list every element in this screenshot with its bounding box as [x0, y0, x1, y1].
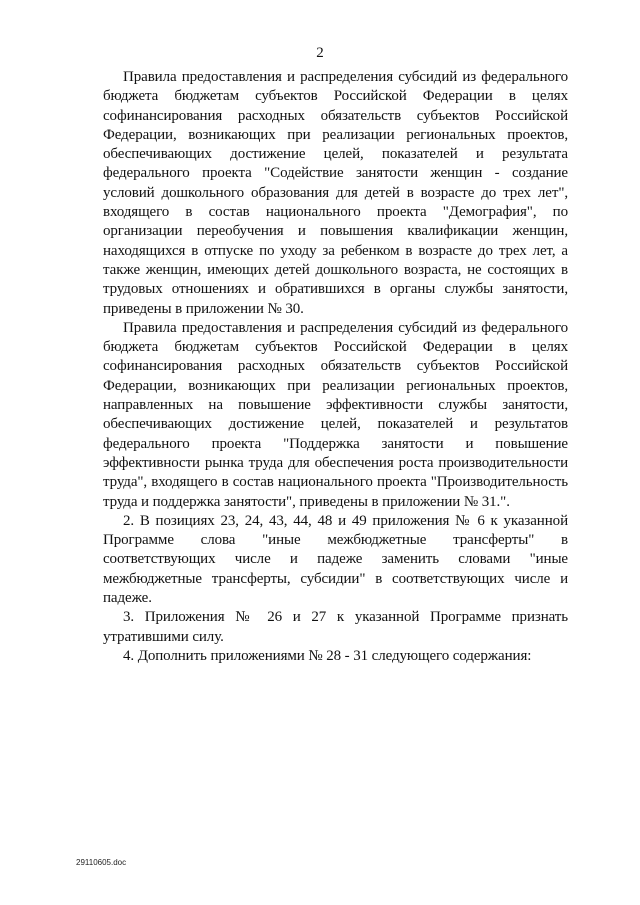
paragraph-item-4: 4. Дополнить приложениями № 28 - 31 следующего содержания: [123, 647, 532, 664]
paragraph-item-2: 2. В позициях 23, 24, 43, 44, 48 и 49 приложения № 6 к указанной Программе слова "иные межбюджетные трансферты" в соответствующих числе и падеже заменить словами "иные межбюджетные трансферты, субсидии" в соответствующих числе и падеже. [103, 512, 568, 607]
page-number: 2 [316, 45, 324, 61]
paragraph-subsidy-rules-women-employment: Правила предоставления и распределения субсидий из федерального бюджета бюджетам субъектов Российской Федерации в целях софинансирования расходных обязательств субъектов Российской Федерации, возникающих при реализации региональных проектов, обеспечивающих достижение целей, показателей и результата федерального проекта "Содействие занятости женщин - создание условий дошкольного образования для детей в возрасте до трех лет", входящего в состав национального проекта "Демография", по организации переобучения и повышения квалификации женщин, находящихся в отпуске по уходу за ребенком в возрасте до трех лет, а также женщин, имеющих детей дошкольного возраста, не состоящих в трудовых отношениях и обратившихся в органы службы занятости, приведены в приложении № 30. [103, 69, 568, 317]
footer-file-code: 29110605.doc [76, 858, 127, 867]
paragraph-item-3: 3. Приложения № 26 и 27 к указанной Программе признать утратившими силу. [103, 609, 568, 645]
paragraph-subsidy-rules-employment-service: Правила предоставления и распределения субсидий из федерального бюджета бюджетам субъектов Российской Федерации в целях софинансирования расходных обязательств субъектов Российской Федерации, возникающих при реализации региональных проектов, направленных на повышение эффективности службы занятости, обеспечивающих достижение целей, показателей и результатов федерального проекта "Поддержка занятости и повышение эффективности рынка труда для обеспечения роста производительности труда", входящего в состав национального проекта "Производительность труда и поддержка занятости", приведены в приложении № 31.". [103, 319, 568, 510]
document-body [103, 68, 568, 666]
